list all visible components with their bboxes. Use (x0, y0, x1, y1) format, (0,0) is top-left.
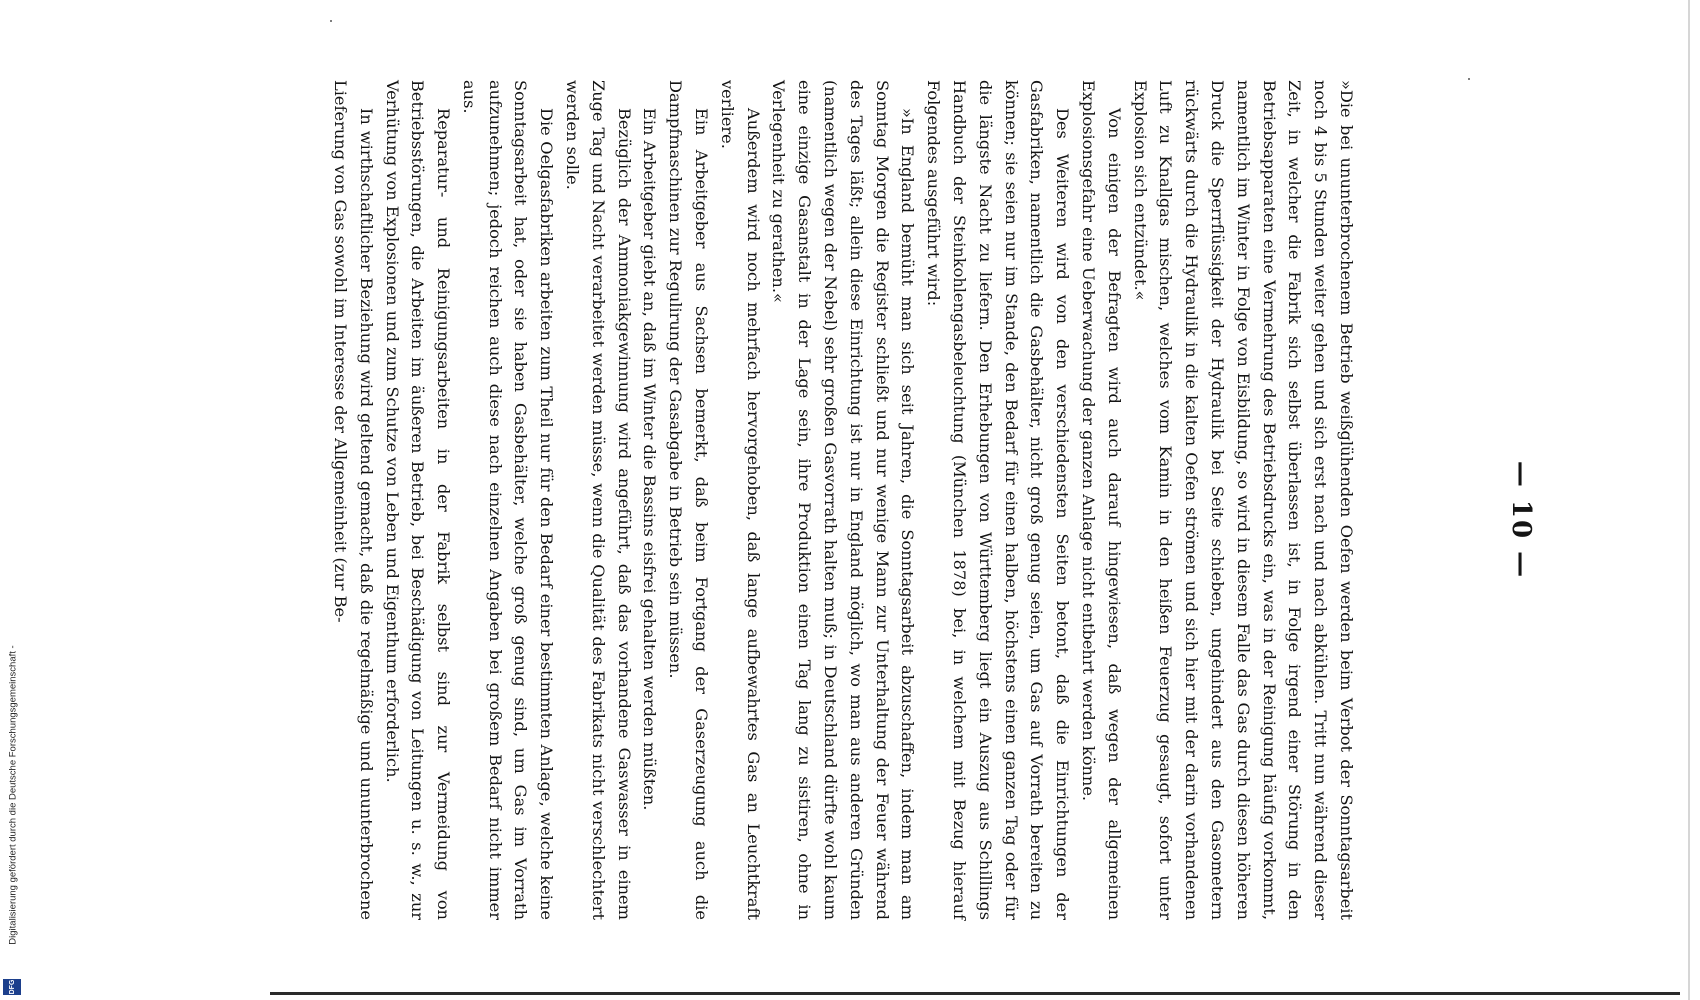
dfg-logo-icon: DFG (3, 979, 21, 995)
body-paragraph: Die Oelgasfabriken arbeiten zum Theil nur für den Bedarf einer bestimmten Anlage, welche keine Sonntagsarbeit hat, oder sie haben Gasbehälter, welche groß genug sind, um Gas im Vorrath aufzunehmen; jedoch reichen auch diese nach einzelnen Angaben bei großem Bedarf nicht immer aus. (459, 80, 556, 920)
page-number: — 10 — (1506, 460, 1536, 580)
body-paragraph: »In England bemüht man sich seit Jahren, die Sonntagsarbeit abzuschaffen, indem man am Sonntag Morgen die Register schließt und nur wenige Mann zur Unterhaltung der Feuer während des Tages läßt; allein diese Einrichtung ist nur in England möglich, wo man aus anderen Gründen (namentlich wegen der Nebel) sehr großen Gasvorrath halten muß; in Deutschland dürfte wohl kaum eine einzige Gasanstalt in der Lage sein, ihre Produktion einen Tag lang zu sistiren, ohne in Verlegenheit zu gerathen.« (768, 80, 917, 920)
page-body-text (327, 80, 1359, 920)
body-paragraph: Von einigen der Befragten wird auch darauf hingewiesen, daß wegen der allgemeinen Explosionsgefahr eine Ueberwachung der ganzen Anlage nicht entbehrt werden könne. (1078, 80, 1124, 920)
scan-speck (330, 20, 332, 22)
page-edge-rule (270, 992, 1680, 995)
body-paragraph: Außerdem wird noch mehrfach hervorgehoben, daß lange aufbewahrtes Gas an Leuchtkraft verliere. (717, 80, 763, 920)
body-paragraph: In wirthschaftlicher Beziehung wird geltend gemacht, daß die regelmäßige und ununterbrochene Lieferung von Gas sowohl im Interesse der Allgemeinheit (zur Be- (330, 80, 376, 920)
digitization-credit: Digitalisierung gefördert durch die Deutsche Forschungsgemeinschaft - (7, 645, 19, 945)
body-paragraph: Ein Arbeitgeber giebt an, daß im Winter die Bassins eisfrei gehalten werden müßten. (639, 108, 659, 811)
rotated-text-block (195, 80, 1490, 920)
body-paragraph: »Die bei ununterbrochenem Betrieb weißglühenden Oefen werden beim Verbot der Sonntagsarbeit noch 4 bis 5 Stunden weiter gehen und sich erst nach und nach abkühlen. Tritt nun während dieser Zeit, in welcher die Fabrik sich selbst überlassen ist, in Folge irgend einer Störung in den Betriebsapparaten eine Vermehrung des Betriebsdrucks ein, was in der Reinigung häufig vorkommt, namentlich im Winter in Folge von Eisbildung, so wird in diesem Falle das Gas durch diesen höheren Druck die Sperrflüssigkeit der Hydraulik bei Seite schieben, ungehindert aus den Gasometern rückwärts durch die Hydraulik in die kalten Oefen strömen und sich hier mit der darin vorhandenen Luft zu Knallgas mischen, welches vom Kamin in den heißen Feuerzug gesaugt, sofort unter Explosion sich entzündet.« (1130, 80, 1356, 920)
body-paragraph: Des Weiteren wird von den verschiedensten Seiten betont, daß die Einrichtungen der Gasfabriken, namentlich die Gasbehälter, nicht groß genug seien, um Gas auf Vorrath bereiten zu können; sie seien nur im Stande, den Bedarf für einen halben, höchstens einen ganzen Tag oder für die längste Nacht zu liefern. Den Erhebungen von Württemberg liegt ein Auszug aus Schillings Handbuch der Steinkohlengasbeleuchtung (München 1878) bei, in welchem mit Bezug hierauf Folgendes ausgeführt wird: (923, 80, 1072, 920)
body-paragraph: Ein Arbeitgeber aus Sachsen bemerkt, daß beim Fortgang der Gaserzeugung auch die Dampfmaschinen zur Regulirung der Gasabgabe in Betrieb sein müssen. (665, 80, 711, 920)
scan-edge-line (1688, 0, 1690, 1000)
footer (0, 620, 26, 1000)
body-paragraph: Bezüglich der Ammoniakgewinnung wird angeführt, daß das vorhandene Gaswasser in einem Zuge Tag und Nacht verarbeitet werden müsse, wenn die Qualität des Fabrikats nicht verschlechtert werden solle. (562, 80, 634, 920)
body-paragraph: Reparatur- und Reinigungsarbeiten in der Fabrik selbst sind zur Vermeidung von Betriebsstörungen, die Arbeiten im äußeren Betrieb, bei Beschädigung von Leitungen u. s. w., zur Verhütung von Explosionen und zum Schutze von Leben und Eigenthum erforderlich. (381, 80, 453, 920)
scan-speck (1468, 78, 1470, 80)
